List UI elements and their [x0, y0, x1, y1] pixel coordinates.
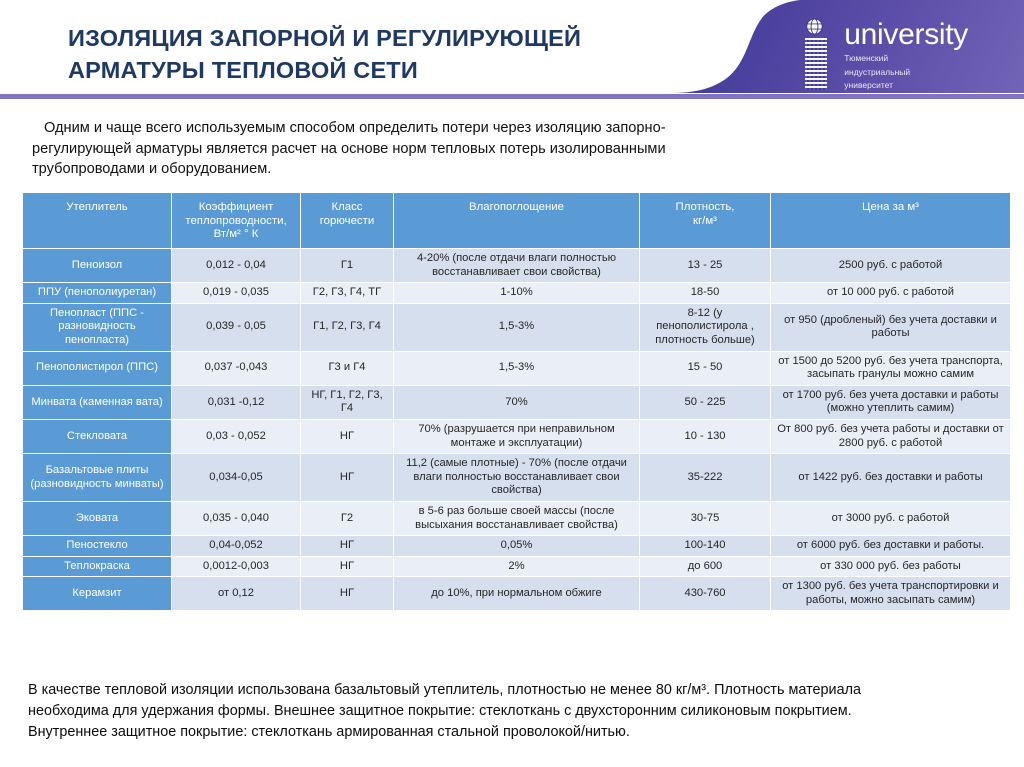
- table-row: [23, 352, 1010, 385]
- table-header: [23, 193, 1010, 248]
- column-header-price: [771, 193, 1010, 248]
- cell-price: 2500 руб. с работой: [771, 249, 1010, 282]
- cell-density: 18-50: [640, 283, 770, 303]
- cell-absorption: 2%: [394, 557, 639, 577]
- cell-density: 100-140: [640, 536, 770, 556]
- column-header-conductivity-l2: теплопроводности,: [185, 214, 287, 227]
- cell-price: от 1422 руб. без доставки и работы: [771, 454, 1010, 501]
- cell-flammability: Г3 и Г4: [301, 352, 393, 385]
- page-title: [68, 22, 768, 86]
- footer-note-line-1: В качестве тепловой изоляции использована базальтовый утеплитель, плотностью не менее 80 кг/м³. Плотность материала: [28, 682, 861, 698]
- cell-material: Стекловата: [23, 420, 171, 453]
- cell-density: 10 - 130: [640, 420, 770, 453]
- table-row: [23, 577, 1010, 610]
- cell-conductivity: 0,039 - 0,05: [172, 304, 300, 351]
- cell-flammability: НГ: [301, 557, 393, 577]
- insulation-table: [22, 192, 1011, 611]
- cell-density: 430-760: [640, 577, 770, 610]
- cell-absorption: 1-10%: [394, 283, 639, 303]
- cell-price: от 1500 до 5200 руб. без учета транспорта, засыпать гранулы можно самим: [771, 352, 1010, 385]
- cell-flammability: НГ: [301, 577, 393, 610]
- table-header-row: [23, 193, 1010, 248]
- logo-subtitle-3: университет: [844, 80, 893, 90]
- column-header-price-l1: Цена за м³: [862, 201, 919, 213]
- logo-subtitle-1: Тюменский: [844, 53, 889, 63]
- logo-subtitle-2: индустриальный: [844, 66, 911, 77]
- header-banner: [0, 0, 1024, 101]
- table-row: [23, 386, 1010, 419]
- column-header-absorption: [394, 193, 639, 248]
- cell-material: Минвата (каменная вата): [23, 386, 171, 419]
- cell-absorption: до 10%, при нормальном обжиге: [394, 577, 639, 610]
- cell-price: от 330 000 руб. без работы: [771, 557, 1010, 577]
- page-title-line-1: ИЗОЛЯЦИЯ ЗАПОРНОЙ И РЕГУЛИРУЮЩЕЙ: [68, 25, 582, 51]
- cell-flammability: НГ: [301, 454, 393, 501]
- column-header-flammability-l2: горючести: [319, 214, 375, 227]
- cell-conductivity: 0,012 - 0,04: [172, 249, 300, 282]
- table-row: [23, 454, 1010, 501]
- cell-conductivity: 0,04-0,052: [172, 536, 300, 556]
- cell-conductivity: 0,037 -0,043: [172, 352, 300, 385]
- cell-conductivity: 0,03 - 0,052: [172, 420, 300, 453]
- cell-price: от 950 (дробленый) без учета доставки и работы: [771, 304, 1010, 351]
- cell-conductivity: 0,019 - 0,035: [172, 283, 300, 303]
- table-row: [23, 249, 1010, 282]
- cell-conductivity: от 0,12: [172, 577, 300, 610]
- page-title-line-2: АРМАТУРЫ ТЕПЛОВОЙ СЕТИ: [68, 57, 418, 83]
- table-row: [23, 502, 1010, 535]
- cell-density: 13 - 25: [640, 249, 770, 282]
- header-accent-strip: [0, 94, 1024, 99]
- column-header-density-l1: Плотность,: [675, 201, 735, 213]
- cell-absorption: 70%: [394, 386, 639, 419]
- table-row: [23, 420, 1010, 453]
- cell-density: 8-12 (у пенополистирола , плотность больше): [640, 304, 770, 351]
- cell-material: Эковата: [23, 502, 171, 535]
- logo-text-block: [844, 18, 968, 91]
- cell-price: от 3000 руб. с работой: [771, 502, 1010, 535]
- logo-wordmark: university: [844, 18, 968, 51]
- cell-conductivity: 0,0012-0,003: [172, 557, 300, 577]
- footer-note-line-3: Внутреннее защитное покрытие: стеклоткань армированная стальной проволокой/нитью.: [28, 724, 630, 740]
- cell-flammability: НГ, Г1, Г2, Г3, Г4: [301, 386, 393, 419]
- cell-price: от 10 000 руб. с работой: [771, 283, 1010, 303]
- cell-absorption: 70% (разрушается при неправильном монтаже и эксплуатации): [394, 420, 639, 453]
- cell-density: 15 - 50: [640, 352, 770, 385]
- logo-mark: [802, 18, 838, 90]
- cell-flammability: НГ: [301, 536, 393, 556]
- column-header-flammability-l1: Класс: [331, 201, 363, 213]
- cell-absorption: 1,5-3%: [394, 304, 639, 351]
- cell-absorption: 1,5-3%: [394, 352, 639, 385]
- cell-absorption: 4-20% (после отдачи влаги полностью восстанавливает свои свойства): [394, 249, 639, 282]
- cell-conductivity: 0,034-0,05: [172, 454, 300, 501]
- footer-note-line-2: необходима для удержания формы. Внешнее защитное покрытие: стеклоткань с двухсторонним силиконовым покрытием.: [28, 703, 852, 719]
- cell-flammability: Г2: [301, 502, 393, 535]
- column-header-conductivity-l3: Вт/м² ° К: [213, 228, 259, 241]
- cell-price: от 1700 руб. без учета доставки и работы (можно утеплить самим): [771, 386, 1010, 419]
- table-row: [23, 283, 1010, 303]
- table-body: [23, 249, 1010, 610]
- column-header-flammability: [301, 193, 393, 248]
- cell-material: Пеностекло: [23, 536, 171, 556]
- cell-material: Керамзит: [23, 577, 171, 610]
- cell-flammability: Г2, Г3, Г4, ТГ: [301, 283, 393, 303]
- cell-material: Пенопласт (ППС - разновидность пенопласта): [23, 304, 171, 351]
- column-header-absorption-l1: Влагопоглощение: [469, 201, 564, 213]
- cell-material: Пенополистирол (ППС): [23, 352, 171, 385]
- cell-material: Теплокраска: [23, 557, 171, 577]
- cell-absorption: 0,05%: [394, 536, 639, 556]
- column-header-material: [23, 193, 171, 248]
- table-row: [23, 304, 1010, 351]
- cell-price: От 800 руб. без учета работы и доставки от 2800 руб. с работой: [771, 420, 1010, 453]
- column-header-density: [640, 193, 770, 248]
- column-header-density-l2: кг/м³: [693, 214, 717, 227]
- column-header-conductivity-l1: Коэффициент: [198, 201, 274, 213]
- cell-density: 50 - 225: [640, 386, 770, 419]
- cell-conductivity: 0,035 - 0,040: [172, 502, 300, 535]
- logo-pixel-bars: [805, 38, 827, 90]
- cell-flammability: НГ: [301, 420, 393, 453]
- cell-material: Базальтовые плиты (разновидность минваты): [23, 454, 171, 501]
- insulation-table-container: [22, 192, 1004, 611]
- globe-icon: [806, 18, 823, 35]
- cell-density: 30-75: [640, 502, 770, 535]
- cell-absorption: в 5-6 раз больше своей массы (после высыхания восстанавливает свойства): [394, 502, 639, 535]
- cell-flammability: Г1, Г2, Г3, Г4: [301, 304, 393, 351]
- cell-price: от 6000 руб. без доставки и работы.: [771, 536, 1010, 556]
- cell-price: от 1300 руб. без учета транспортировки и работы, можно засыпать самим): [771, 577, 1010, 610]
- table-row: [23, 557, 1010, 577]
- cell-density: до 600: [640, 557, 770, 577]
- cell-density: 35-222: [640, 454, 770, 501]
- cell-absorption: 11,2 (самые плотные) - 70% (после отдачи влаги полностью восстанавливает свои свойства): [394, 454, 639, 501]
- table-row: [23, 536, 1010, 556]
- cell-material: ППУ (пенополиуретан): [23, 283, 171, 303]
- column-header-material-l1: Утеплитель: [66, 201, 128, 213]
- cell-conductivity: 0,031 -0,12: [172, 386, 300, 419]
- cell-material: Пеноизол: [23, 249, 171, 282]
- university-logo: [802, 18, 968, 90]
- column-header-conductivity: [172, 193, 300, 248]
- intro-paragraph: Одним и чаще всего используемым способом определить потери через изоляцию запорно-регулирующей арматуры является расчет на основе норм тепловых потерь изолированными трубопроводами и оборудованием.: [32, 120, 666, 177]
- cell-flammability: Г1: [301, 249, 393, 282]
- footer-note: [28, 680, 1008, 743]
